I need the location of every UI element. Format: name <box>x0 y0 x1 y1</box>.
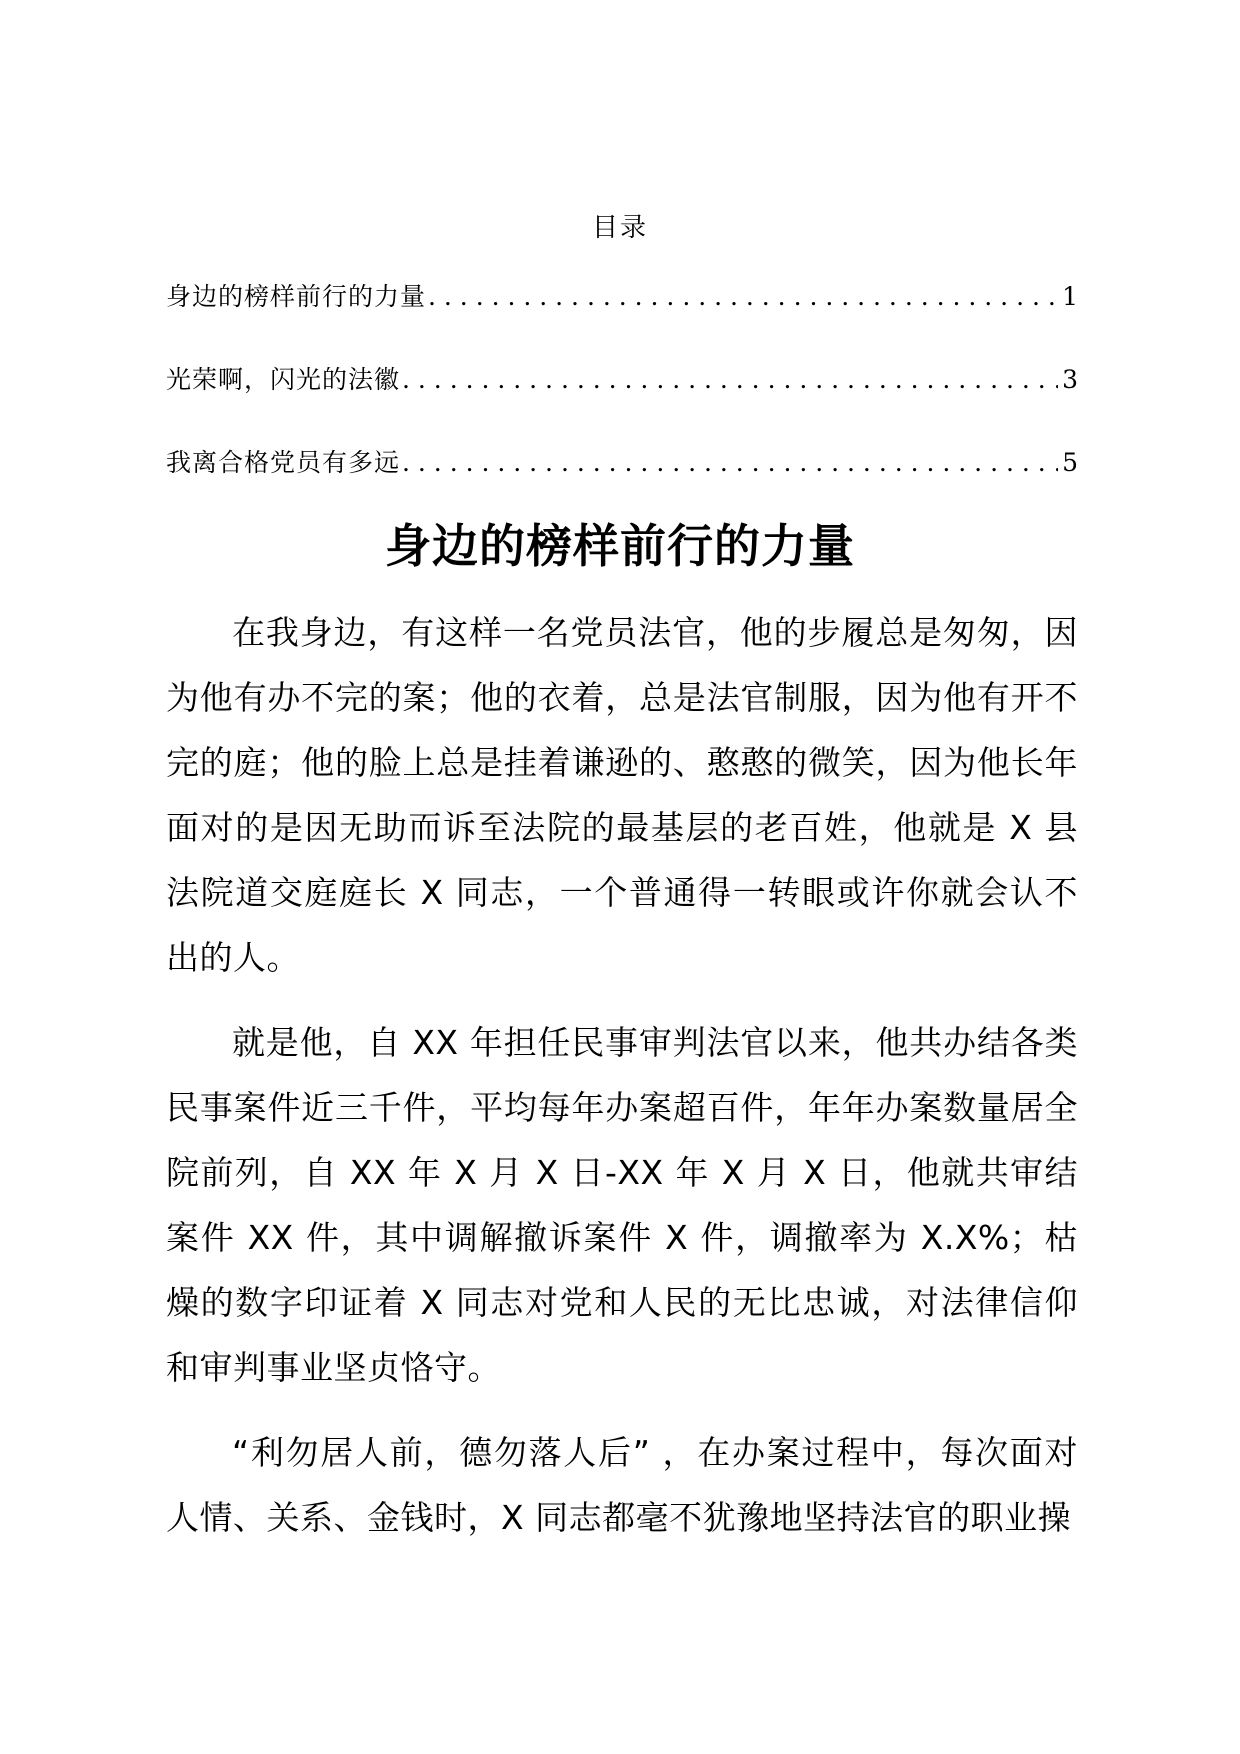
toc-entry[interactable] <box>166 277 1078 317</box>
article-paragraph: 就是他，自 XX 年担任民事审判法官以来，他共办结各类民事案件近三千件，平均每年办案超百件，年年办案数量居全院前列，自 XX 年 X 月 X 日-XX 年 X 月 X 日，他就共审结案件 XX 件，其中调解撤诉案件 X 件，调撤率为 X.X%；枯燥的数字印证着 X 同志对党和人民的无比忠诚，对法律信仰和审判事业坚贞恪守。 <box>166 1023 1078 1387</box>
toc-entry-text: 光荣啊，闪光的法徽 <box>166 365 401 394</box>
article-body <box>166 600 1078 1570</box>
toc-page-number: 5 <box>1062 448 1078 477</box>
toc-dot-leader <box>402 443 1058 483</box>
toc-dot-leader <box>402 360 1058 400</box>
article-title: 身边的榜样前行的力量 <box>385 519 855 573</box>
toc-entry[interactable] <box>166 443 1078 483</box>
toc-entry[interactable] <box>166 360 1078 400</box>
toc-title: 目录 <box>591 213 648 243</box>
toc-page-number: 3 <box>1062 365 1078 394</box>
toc-entry-text: 身边的榜样前行的力量 <box>166 282 427 311</box>
toc-entry-text: 我离合格党员有多远 <box>166 448 401 477</box>
toc-page-number: 1 <box>1062 282 1078 311</box>
toc-dot-leader <box>428 277 1058 317</box>
article-paragraph: 在我身边，有这样一名党员法官，他的步履总是匆匆，因为他有办不完的案；他的衣着，总是法官制服，因为他有开不完的庭；他的脸上总是挂着谦逊的、憨憨的微笑，因为他长年面对的是因无助而诉至法院的最基层的老百姓，他就是 X 县法院道交庭庭长 X 同志，一个普通得一转眼或许你就会认不出的人。 <box>166 613 1078 977</box>
article-paragraph: “利勿居人前，德勿落人后” ，在办案过程中，每次面对人情、关系、金钱时，X 同志都毫不犹豫地坚持法官的职业操 <box>166 1433 1078 1537</box>
